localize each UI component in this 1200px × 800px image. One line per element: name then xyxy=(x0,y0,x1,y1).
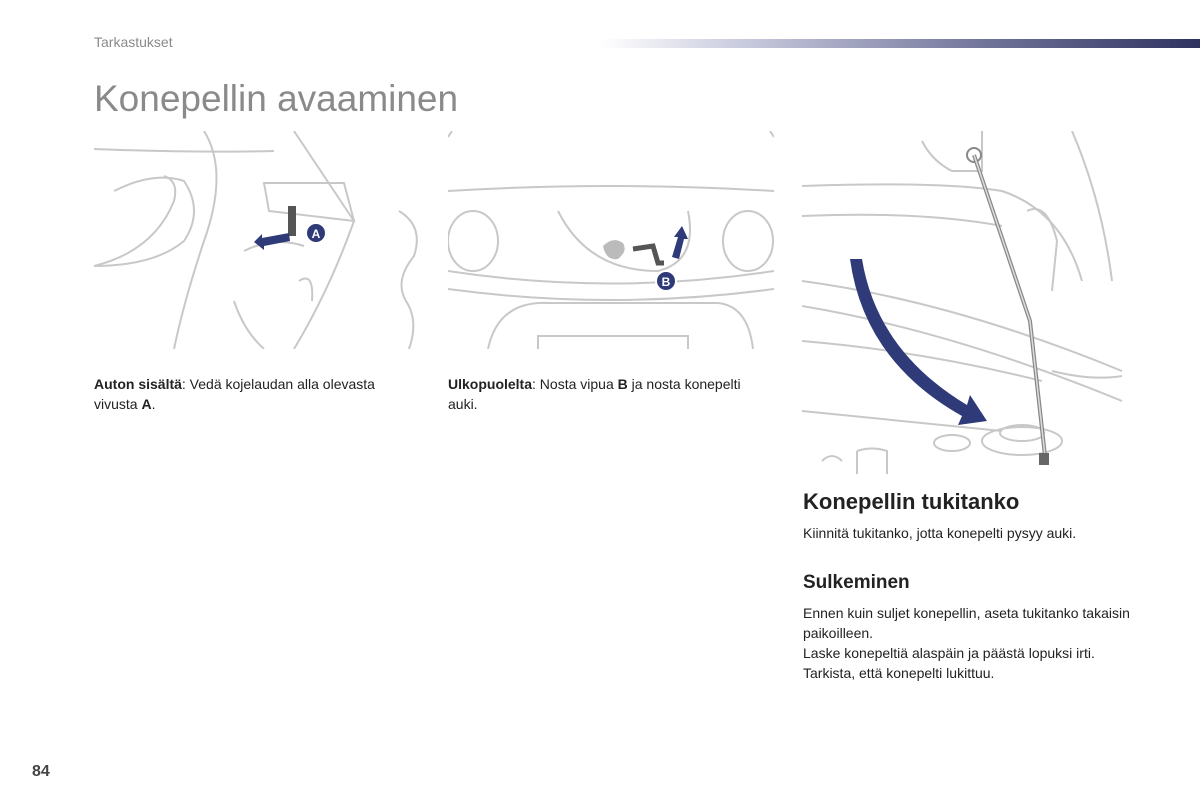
closing-text-1: Ennen kuin suljet konepellin, aseta tukitanko takaisin paikoilleen. xyxy=(803,605,1130,641)
marker-a-label: A xyxy=(311,227,321,241)
section-label: Tarkastukset xyxy=(94,34,173,50)
caption-inside-end: . xyxy=(151,396,156,412)
caption-outside-text2: ja nosta konepelti auki. xyxy=(448,376,741,412)
closing-text-2: Laske konepeltiä alaspäin ja päästä lopuksi irti. xyxy=(803,645,1095,661)
caption-inside-bold: Auton sisältä xyxy=(94,376,182,392)
rod-holder xyxy=(1039,453,1049,465)
closing-text-3: Tarkista, että konepelti lukittuu. xyxy=(803,665,995,681)
support-rod-illustration xyxy=(802,131,1128,474)
caption-inside-ref: A xyxy=(141,396,152,412)
figure-outside-lever xyxy=(448,131,774,349)
pull-arrow-icon xyxy=(254,233,290,250)
figure-inside-lever xyxy=(94,131,420,349)
support-heading: Konepellin tukitanko xyxy=(803,489,1020,514)
caption-outside-bold: Ulkopuolelta xyxy=(448,376,533,392)
page-title: Konepellin avaaminen xyxy=(94,78,459,119)
caption-outside-ref: B xyxy=(617,376,628,392)
caption-inside-text: : Vedä kojelaudan alla olevasta vivusta xyxy=(94,376,375,412)
hood-support-rod xyxy=(974,155,1045,456)
closing-heading: Sulkeminen xyxy=(803,572,910,593)
hood-release-lever xyxy=(288,206,296,236)
support-text: Kiinnitä tukitanko, jotta konepelti pysyy auki. xyxy=(803,525,1077,541)
caption-inside xyxy=(94,374,420,414)
brand-logo xyxy=(603,240,625,259)
lift-arrow-icon xyxy=(672,226,688,259)
caption-outside-text: : Nosta vipua xyxy=(532,376,618,392)
curved-arrow-icon xyxy=(850,259,987,425)
outside-lever-illustration xyxy=(448,131,774,349)
figure-support-rod xyxy=(802,131,1128,474)
marker-b-label: B xyxy=(661,275,671,289)
page-number: 84 xyxy=(32,763,50,780)
inside-lever-illustration xyxy=(94,131,420,349)
caption-outside xyxy=(448,374,774,414)
header-gradient-bar xyxy=(600,39,1200,48)
hood-catch-lever xyxy=(633,246,664,263)
